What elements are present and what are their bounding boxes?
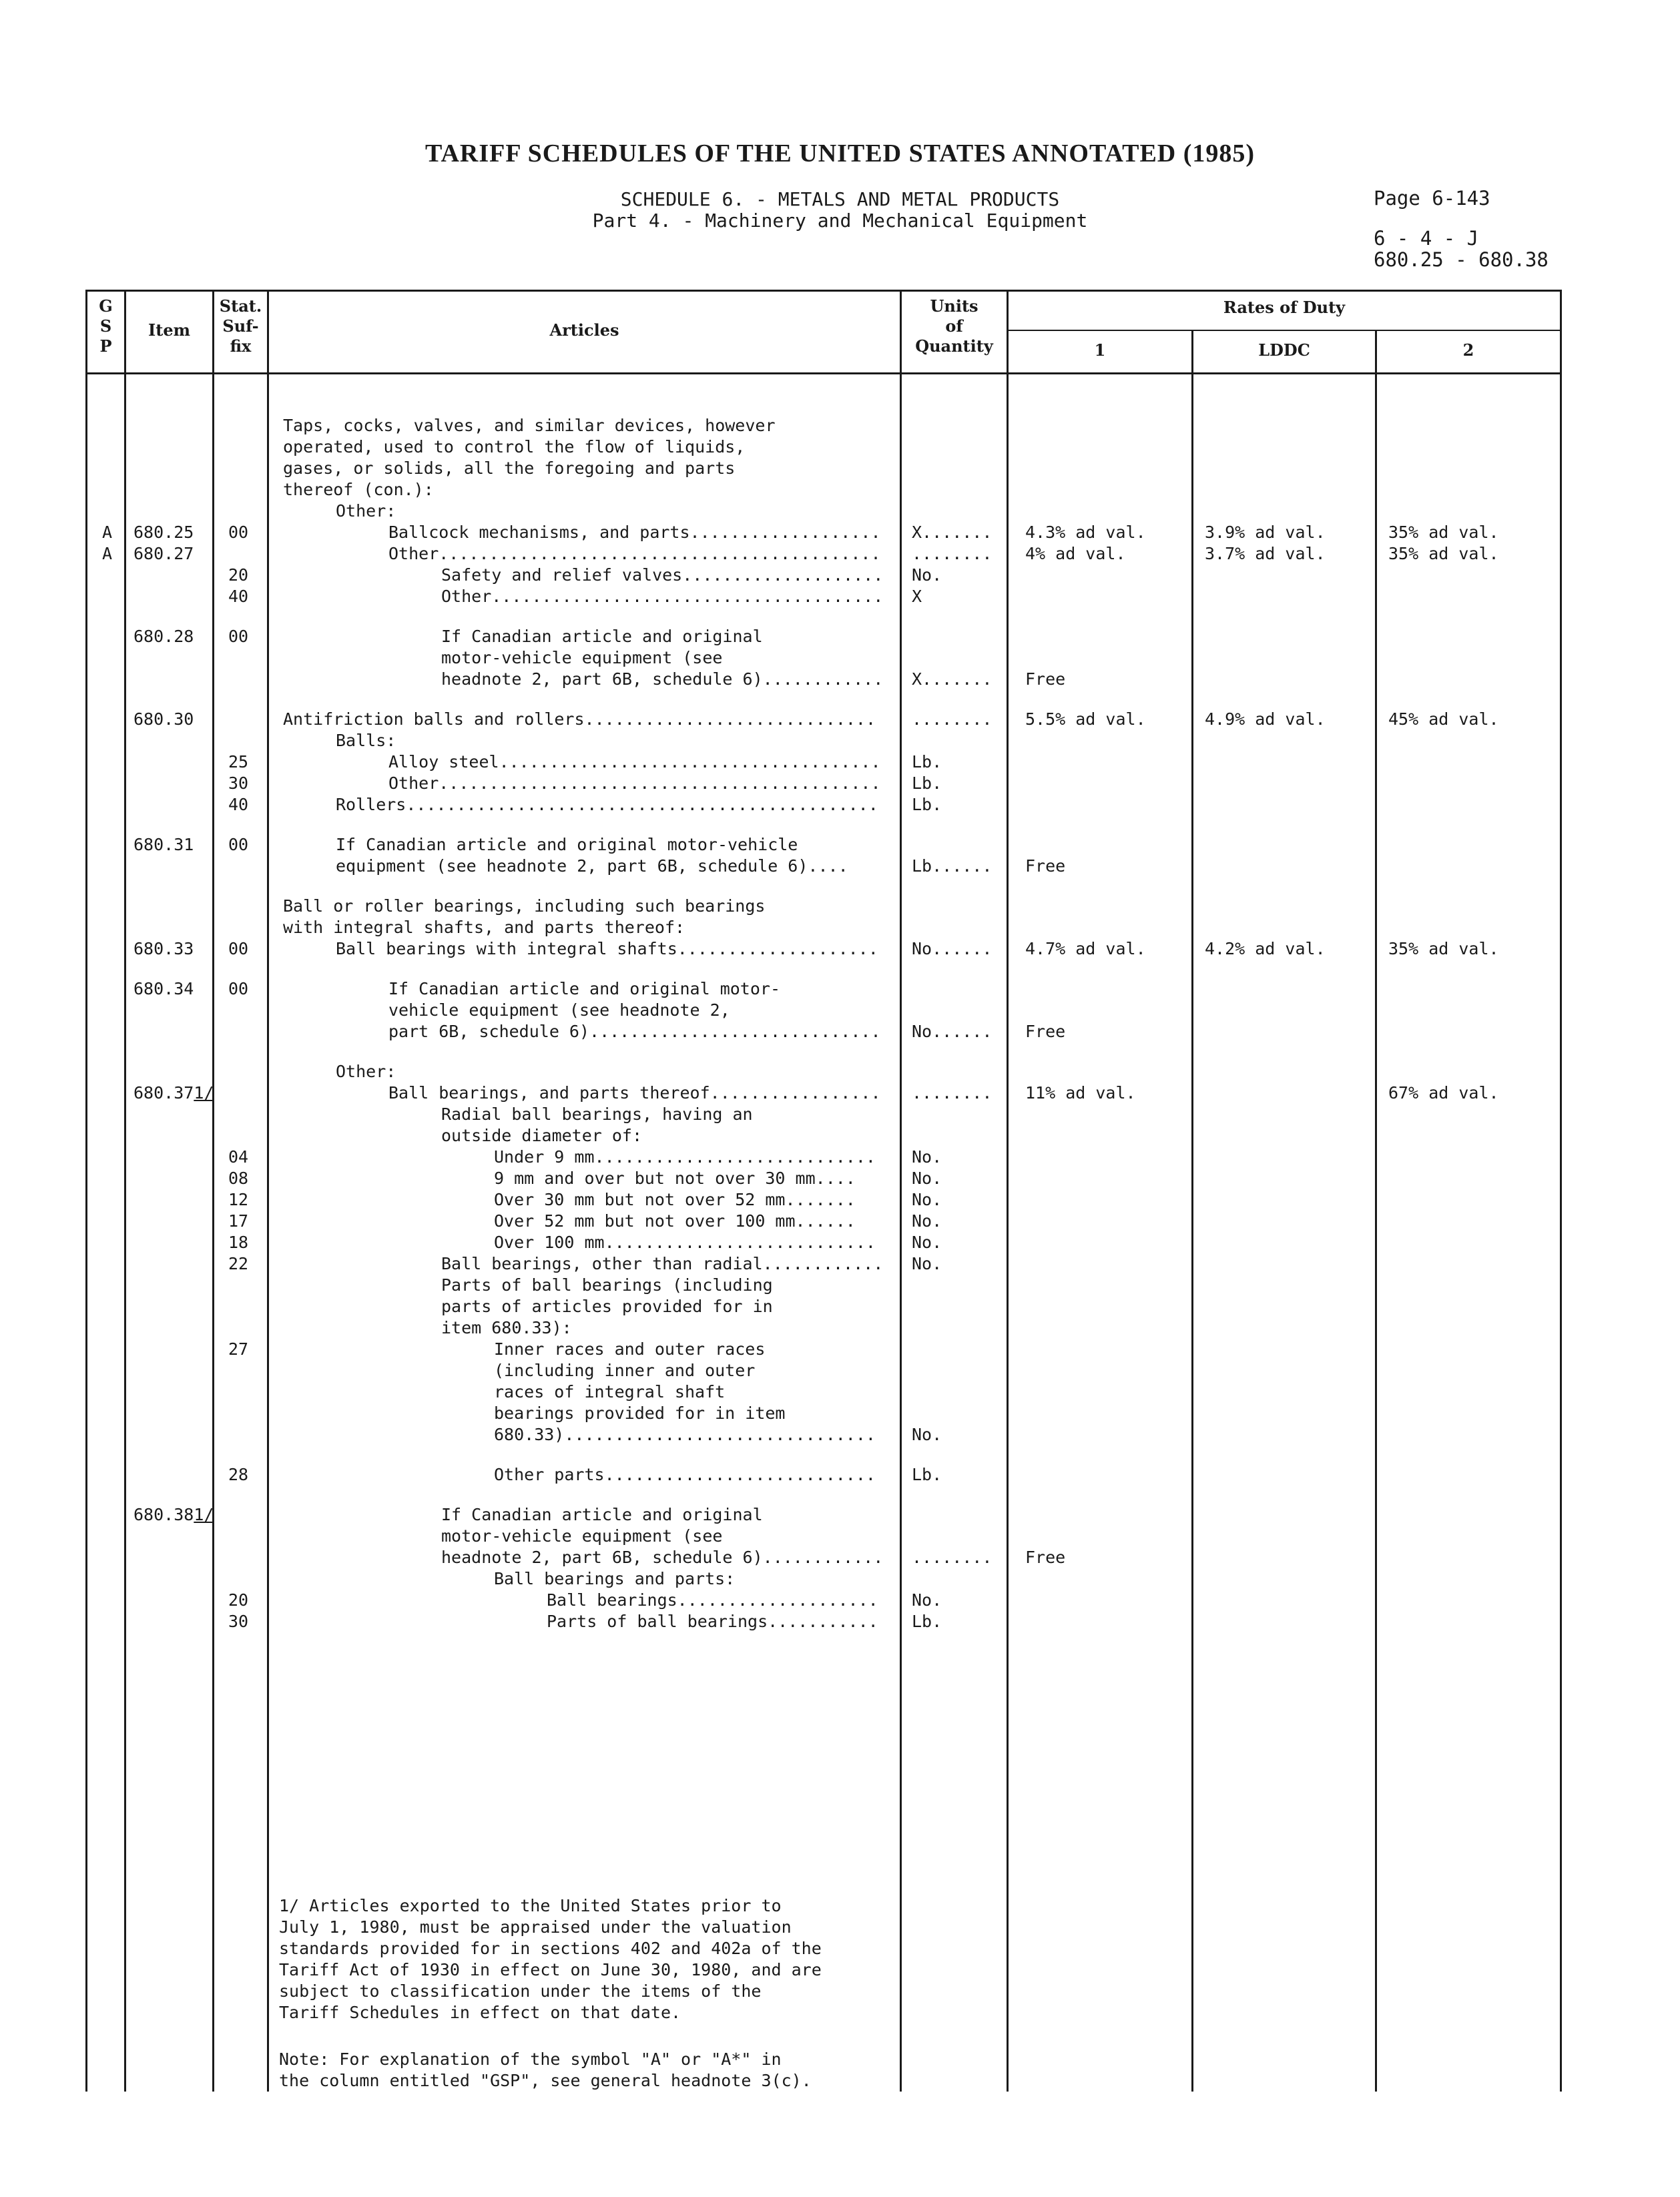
- article-description: 9 mm and over but not over 30 mm....: [494, 1169, 856, 1188]
- footnote-ref: 1/: [194, 1083, 214, 1103]
- table-row: [0, 751, 1680, 773]
- table-row: [0, 647, 1680, 669]
- stat-suffix: 00: [228, 627, 249, 646]
- item-number: 680.34: [133, 979, 194, 998]
- col-header-stat-suffix: Stat. Suf- fix: [219, 296, 262, 356]
- article-description: If Canadian article and original: [441, 1505, 763, 1524]
- table-row: [0, 938, 1680, 960]
- table-row: [0, 565, 1680, 586]
- table-row: [0, 626, 1680, 647]
- unit-of-quantity: No......: [912, 1022, 993, 1041]
- table-row: [0, 479, 1680, 501]
- article-description: Under 9 mm............................: [494, 1147, 876, 1167]
- unit-of-quantity: No.: [912, 1211, 942, 1231]
- unit-of-quantity: No.: [912, 1169, 942, 1188]
- article-description: Radial ball bearings, having an: [441, 1105, 753, 1124]
- article-description: If Canadian article and original motor-vehicle: [336, 835, 798, 854]
- table-row: [0, 1168, 1680, 1189]
- table-row: [0, 1339, 1680, 1360]
- article-description: with integral shafts, and parts thereof:: [283, 918, 685, 937]
- table-row: [0, 856, 1680, 877]
- article-description: Over 30 mm but not over 52 mm.......: [494, 1190, 856, 1209]
- col-header-rates-of-duty: Rates of Duty: [1223, 298, 1346, 317]
- table-row: [0, 1021, 1680, 1042]
- col-header-lddc: LDDC: [1258, 340, 1310, 360]
- article-description: Ball bearings with integral shafts....................: [336, 939, 878, 958]
- table-row: [0, 1424, 1680, 1446]
- note-line: the column entitled "GSP", see general headnote 3(c).: [279, 2071, 812, 2090]
- table-row: [0, 978, 1680, 1000]
- col-header-articles: Articles: [549, 320, 619, 340]
- article-description: Antifriction balls and rollers.............................: [283, 709, 876, 729]
- item-number: 680.28: [133, 627, 194, 646]
- rates-subheader-rule: [1007, 330, 1562, 331]
- article-description: races of integral shaft: [494, 1382, 726, 1401]
- unit-of-quantity: No.: [912, 1190, 942, 1209]
- table-row: [0, 1000, 1680, 1021]
- rate-lddc: 4.9% ad val.: [1205, 709, 1326, 729]
- item-number: 680.33: [133, 939, 194, 958]
- article-description: Other............................................: [388, 773, 881, 793]
- table-row: [0, 458, 1680, 479]
- unit-of-quantity: ........: [912, 1548, 993, 1567]
- stat-suffix: 25: [228, 752, 249, 771]
- article-description: If Canadian article and original motor-: [388, 979, 780, 998]
- unit-of-quantity: Lb......: [912, 856, 993, 876]
- unit-of-quantity: Lb.: [912, 752, 942, 771]
- rate-col-2: 35% ad val.: [1388, 939, 1499, 958]
- rate-col-1: 4.7% ad val.: [1025, 939, 1146, 958]
- article-description: Ballcock mechanisms, and parts...................: [388, 523, 881, 542]
- article-description: Ball or roller bearings, including such bearings: [283, 896, 766, 916]
- article-description: Other............................................: [388, 544, 881, 563]
- stat-suffix: 18: [228, 1233, 249, 1252]
- table-top-rule: [85, 290, 1562, 292]
- section-code: 6 - 4 - J: [1374, 227, 1479, 250]
- gsp-symbol: A: [102, 544, 113, 563]
- rate-col-1: Free: [1025, 1022, 1066, 1041]
- table-row: [0, 436, 1680, 458]
- stat-suffix: 40: [228, 587, 249, 606]
- article-description: Other:: [336, 1062, 396, 1081]
- table-row: [0, 1611, 1680, 1632]
- unit-of-quantity: No.: [912, 1233, 942, 1252]
- table-row: [0, 1147, 1680, 1168]
- article-description: bearings provided for in item: [494, 1403, 786, 1423]
- col-header-rate-2: 2: [1462, 340, 1474, 360]
- article-description: Parts of ball bearings (including: [441, 1275, 773, 1295]
- article-description: Ball bearings and parts:: [494, 1569, 736, 1588]
- article-description: equipment (see headnote 2, part 6B, schedule 6)....: [336, 856, 848, 876]
- document-title: TARIFF SCHEDULES OF THE UNITED STATES ANNOTATED (1985): [425, 139, 1255, 168]
- article-description: Balls:: [336, 731, 396, 750]
- table-row: [0, 896, 1680, 917]
- footnote-line: July 1, 1980, must be appraised under the valuation: [279, 1917, 792, 1937]
- article-description: Rollers...............................................: [336, 795, 878, 814]
- footnote-line: 1/ Articles exported to the United States prior to: [279, 1896, 782, 1915]
- footnote-line: standards provided for in sections 402 and 402a of the: [279, 1939, 822, 1958]
- unit-of-quantity: ........: [912, 709, 993, 729]
- unit-of-quantity: No.: [912, 565, 942, 585]
- rate-col-1: Free: [1025, 669, 1066, 689]
- footnote-line: Tariff Act of 1930 in effect on June 30, 1980, and are: [279, 1960, 822, 1979]
- stat-suffix: 22: [228, 1254, 249, 1273]
- table-row: [0, 1082, 1680, 1104]
- table-row: [0, 1360, 1680, 1381]
- article-description: If Canadian article and original: [441, 627, 763, 646]
- table-row: [0, 1403, 1680, 1424]
- stat-suffix: 28: [228, 1465, 249, 1484]
- table-row: [0, 794, 1680, 816]
- article-description: gases, or solids, all the foregoing and parts: [283, 458, 736, 478]
- article-description: 680.33)...............................: [494, 1425, 876, 1444]
- item-number: 680.381/: [133, 1505, 214, 1524]
- note-line: Note: For explanation of the symbol "A" or "A*" in: [279, 2050, 782, 2069]
- table-row: [0, 1526, 1680, 1547]
- rate-col-2: 67% ad val.: [1388, 1083, 1499, 1103]
- table-row: [0, 1189, 1680, 1211]
- part-title: Part 4. - Machinery and Mechanical Equipment: [592, 210, 1088, 232]
- table-row: [0, 1590, 1680, 1611]
- article-description: Inner races and outer races: [494, 1339, 766, 1359]
- unit-of-quantity: Lb.: [912, 773, 942, 793]
- table-row: [0, 1381, 1680, 1403]
- footnote-line: Tariff Schedules in effect on that date.: [279, 2003, 681, 2022]
- table-row: [0, 1104, 1680, 1125]
- footnote-line: subject to classification under the items of the: [279, 1981, 762, 2001]
- col-header-rate-1: 1: [1094, 340, 1106, 360]
- article-description: Other parts...........................: [494, 1465, 876, 1484]
- table-row: [0, 730, 1680, 751]
- col-header-item: Item: [148, 320, 190, 340]
- stat-suffix: 08: [228, 1169, 249, 1188]
- table-row: [0, 586, 1680, 607]
- table-row: [0, 917, 1680, 938]
- stat-suffix: 20: [228, 1590, 249, 1610]
- article-description: motor-vehicle equipment (see: [441, 1526, 723, 1546]
- item-number: 680.25: [133, 523, 194, 542]
- table-row: [0, 1464, 1680, 1486]
- col-header-units: Units of Quantity: [915, 296, 993, 356]
- article-description: headnote 2, part 6B, schedule 6)............: [441, 669, 884, 689]
- unit-of-quantity: No......: [912, 939, 993, 958]
- article-description: Ball bearings, other than radial............: [441, 1254, 884, 1273]
- stat-suffix: 00: [228, 523, 249, 542]
- table-row: [0, 1253, 1680, 1275]
- unit-of-quantity: X.......: [912, 669, 993, 689]
- stat-suffix: 04: [228, 1147, 249, 1167]
- table-row: [0, 669, 1680, 690]
- rate-col-1: 11% ad val.: [1025, 1083, 1136, 1103]
- article-description: motor-vehicle equipment (see: [441, 648, 723, 667]
- table-row: [0, 834, 1680, 856]
- table-row: [0, 1125, 1680, 1147]
- stat-suffix: 27: [228, 1339, 249, 1359]
- table-row: [0, 501, 1680, 522]
- table-row: [0, 415, 1680, 436]
- rate-col-2: 45% ad val.: [1388, 709, 1499, 729]
- gsp-note: [279, 2049, 880, 2092]
- unit-of-quantity: No.: [912, 1254, 942, 1273]
- article-description: Ball bearings....................: [547, 1590, 878, 1610]
- unit-of-quantity: No.: [912, 1590, 942, 1610]
- item-range: 680.25 - 680.38: [1374, 248, 1549, 271]
- article-description: thereof (con.):: [283, 480, 434, 499]
- article-description: Over 100 mm...........................: [494, 1233, 876, 1252]
- col-header-gsp: G S P: [99, 296, 113, 356]
- table-row: [0, 1317, 1680, 1339]
- article-description: Over 52 mm but not over 100 mm......: [494, 1211, 856, 1231]
- rate-col-2: 35% ad val.: [1388, 523, 1499, 542]
- article-description: Ball bearings, and parts thereof.................: [388, 1083, 881, 1103]
- table-row: [0, 773, 1680, 794]
- item-number: 680.371/: [133, 1083, 214, 1103]
- article-description: Other:: [336, 501, 396, 521]
- unit-of-quantity: Lb.: [912, 1612, 942, 1631]
- stat-suffix: 30: [228, 1612, 249, 1631]
- footnote-ref: 1/: [194, 1505, 214, 1524]
- article-description: operated, used to control the flow of liquids,: [283, 437, 746, 456]
- item-number: 680.27: [133, 544, 194, 563]
- table-row: [0, 1275, 1680, 1296]
- stat-suffix: 12: [228, 1190, 249, 1209]
- rate-lddc: 3.7% ad val.: [1205, 544, 1326, 563]
- stat-suffix: 00: [228, 835, 249, 854]
- table-row: [0, 709, 1680, 730]
- table-row: [0, 1211, 1680, 1232]
- table-row: [0, 1547, 1680, 1568]
- article-description: Safety and relief valves....................: [441, 565, 884, 585]
- stat-suffix: 00: [228, 979, 249, 998]
- rate-col-2: 35% ad val.: [1388, 544, 1499, 563]
- stat-suffix: 30: [228, 773, 249, 793]
- unit-of-quantity: Lb.: [912, 1465, 942, 1484]
- unit-of-quantity: X.......: [912, 523, 993, 542]
- unit-of-quantity: ........: [912, 1083, 993, 1103]
- rate-col-1: Free: [1025, 856, 1066, 876]
- rate-col-1: Free: [1025, 1548, 1066, 1567]
- article-description: parts of articles provided for in: [441, 1297, 773, 1316]
- rate-col-1: 5.5% ad val.: [1025, 709, 1146, 729]
- article-description: Other.......................................: [441, 587, 884, 606]
- table-row: [0, 1504, 1680, 1526]
- header-bottom-rule: [85, 372, 1562, 374]
- rate-lddc: 3.9% ad val.: [1205, 523, 1326, 542]
- article-description: item 680.33):: [441, 1318, 572, 1337]
- table-row: [0, 1296, 1680, 1317]
- item-number: 680.31: [133, 835, 194, 854]
- article-description: part 6B, schedule 6).............................: [388, 1022, 881, 1041]
- table-row: [0, 1232, 1680, 1253]
- article-description: outside diameter of:: [441, 1126, 643, 1145]
- unit-of-quantity: ........: [912, 544, 993, 563]
- table-row: [0, 1061, 1680, 1082]
- item-number: 680.30: [133, 709, 194, 729]
- table-row: [0, 1568, 1680, 1590]
- article-description: (including inner and outer: [494, 1361, 756, 1380]
- unit-of-quantity: No.: [912, 1425, 942, 1444]
- table-row: [0, 522, 1680, 543]
- unit-of-quantity: X: [912, 587, 922, 606]
- schedule-title: SCHEDULE 6. - METALS AND METAL PRODUCTS: [620, 188, 1060, 210]
- unit-of-quantity: No.: [912, 1147, 942, 1167]
- gsp-symbol: A: [102, 523, 113, 542]
- article-description: Parts of ball bearings...........: [547, 1612, 878, 1631]
- rate-col-1: 4% ad val.: [1025, 544, 1126, 563]
- unit-of-quantity: Lb.: [912, 795, 942, 814]
- article-description: vehicle equipment (see headnote 2,: [388, 1000, 730, 1020]
- stat-suffix: 40: [228, 795, 249, 814]
- article-description: Alloy steel......................................: [388, 752, 881, 771]
- rate-col-1: 4.3% ad val.: [1025, 523, 1146, 542]
- rate-lddc: 4.2% ad val.: [1205, 939, 1326, 958]
- table-row: [0, 543, 1680, 565]
- page-number: Page 6-143: [1374, 187, 1490, 210]
- stat-suffix: 17: [228, 1211, 249, 1231]
- stat-suffix: 00: [228, 939, 249, 958]
- article-description: headnote 2, part 6B, schedule 6)............: [441, 1548, 884, 1567]
- stat-suffix: 20: [228, 565, 249, 585]
- article-description: Taps, cocks, valves, and similar devices, however: [283, 416, 776, 435]
- footnote: [279, 1895, 880, 2023]
